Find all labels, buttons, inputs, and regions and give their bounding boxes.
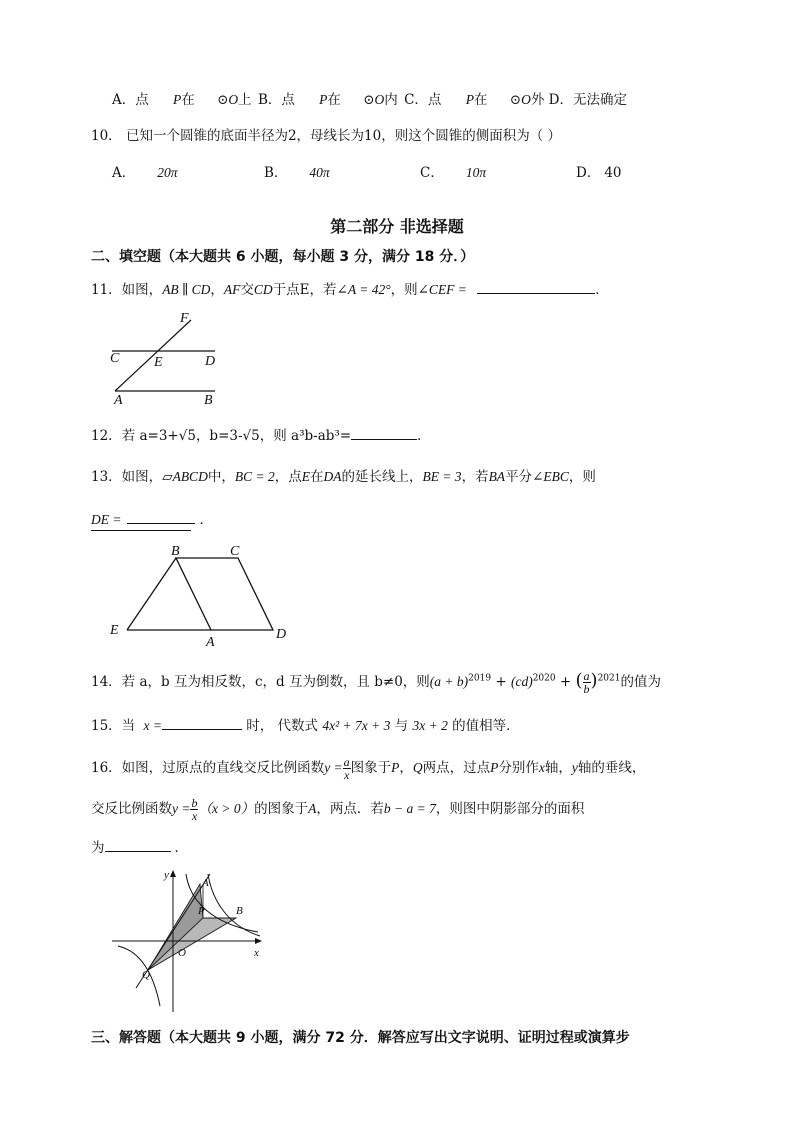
label-d: D [276, 627, 287, 642]
q13-line2: DE = ． [91, 508, 213, 528]
q16-answer-blank[interactable] [105, 837, 171, 852]
q11-answer-blank[interactable] [477, 279, 595, 294]
section2-header: 二、填空题（本大题共 6 小题，每小题 3 分，满分 18 分．） [91, 249, 475, 265]
q12-answer-blank[interactable] [351, 425, 417, 440]
label-c: C [110, 351, 120, 366]
q13-answer-blank[interactable] [127, 509, 195, 524]
q9-option-c: C．点 P在 ⊙O外 [404, 92, 545, 108]
q10-text: 10． 已知一个圆锥的底面半径为2，母线长为10，则这个圆锥的侧面积为（ ） [91, 128, 562, 144]
q16-line1: 16．如图，过原点的直线交反比例函数y = $\frac{a}{x}$ 图象于P，Q两点，过点P分别作x轴，y轴的垂线， [91, 755, 646, 782]
q10-option-c: C． 10π [420, 165, 487, 181]
line-af [115, 320, 191, 391]
label-a: A [114, 393, 123, 408]
q16-figure [108, 866, 268, 1016]
q13-underline [91, 530, 191, 531]
label-p: P [198, 905, 205, 917]
q9-options [112, 88, 627, 108]
q14-text: 14．若 a，b 互为相反数，c，d 互为倒数，且 b≠0，则$(a + b)^{2019} + (cd)^{2020}$ + ( $\frac{a}{b}$ )$^{2021}$的值为 [91, 669, 661, 696]
q13-figure [105, 540, 295, 650]
label-b: B [171, 544, 180, 559]
q12-text: 12．若 a=3+√5，b=3-√5，则 a³b-ab³= ． [91, 424, 431, 444]
curve-a-third-quadrant [118, 946, 160, 1006]
line-eb [127, 558, 176, 630]
q11-figure [105, 308, 225, 408]
label-e: E [154, 355, 163, 370]
q16-line3: 为 ． [91, 836, 188, 856]
label-f: F [180, 311, 189, 326]
label-b: B [236, 905, 243, 917]
q15-answer-blank[interactable] [162, 715, 242, 730]
q13-text: 13．如图，▱ABCD中，BC = 2，点E在DA的延长线上，BE = 3，若BA平分∠EBC，则 [91, 469, 596, 485]
parallelogram-abcd [176, 558, 273, 630]
label-c: C [230, 544, 240, 559]
q10-option-a: A． 20π [112, 165, 178, 181]
q9-option-d: D．无法确定 [548, 92, 627, 108]
y-axis-arrow [170, 870, 176, 877]
label-y: y [164, 869, 169, 881]
q11-text: 11．如图，AB ∥ CD，AF交CD于点E，若∠A = 42°，则∠CEF = ． [91, 278, 609, 298]
x-axis-arrow [255, 938, 262, 944]
section3-header: 三、解答题（本大题共 9 小题，满分 72 分．解答应写出文字说明、证明过程或演算步 [91, 1030, 630, 1046]
label-b: B [204, 393, 213, 408]
label-a: A [202, 877, 209, 889]
label-q: Q [142, 969, 150, 981]
q15-text: 15．当 x = 时， 代数式 4x² + 7x + 3 与 3x + 2 的值相等． [91, 714, 520, 734]
q10-option-b: B． 40π [264, 165, 330, 181]
part2-title: 第二部分 非选择题 [330, 217, 464, 236]
label-e: E [110, 623, 119, 638]
q9-option-b: B．点 P在 ⊙O内 [257, 92, 398, 108]
q10-option-d: D． 40 [576, 165, 622, 181]
label-x: x [254, 947, 259, 959]
q16-line2: 交反比例函数y = $\frac{b}{x}$ （x > 0）的图象于A，两点．若b − a = 7，则图中阴影部分的面积 [91, 796, 585, 823]
label-d: D [205, 354, 216, 369]
q9-option-a: A．点 P在 ⊙O上 [112, 92, 252, 108]
label-o: O [178, 947, 186, 959]
label-a: A [206, 635, 215, 650]
